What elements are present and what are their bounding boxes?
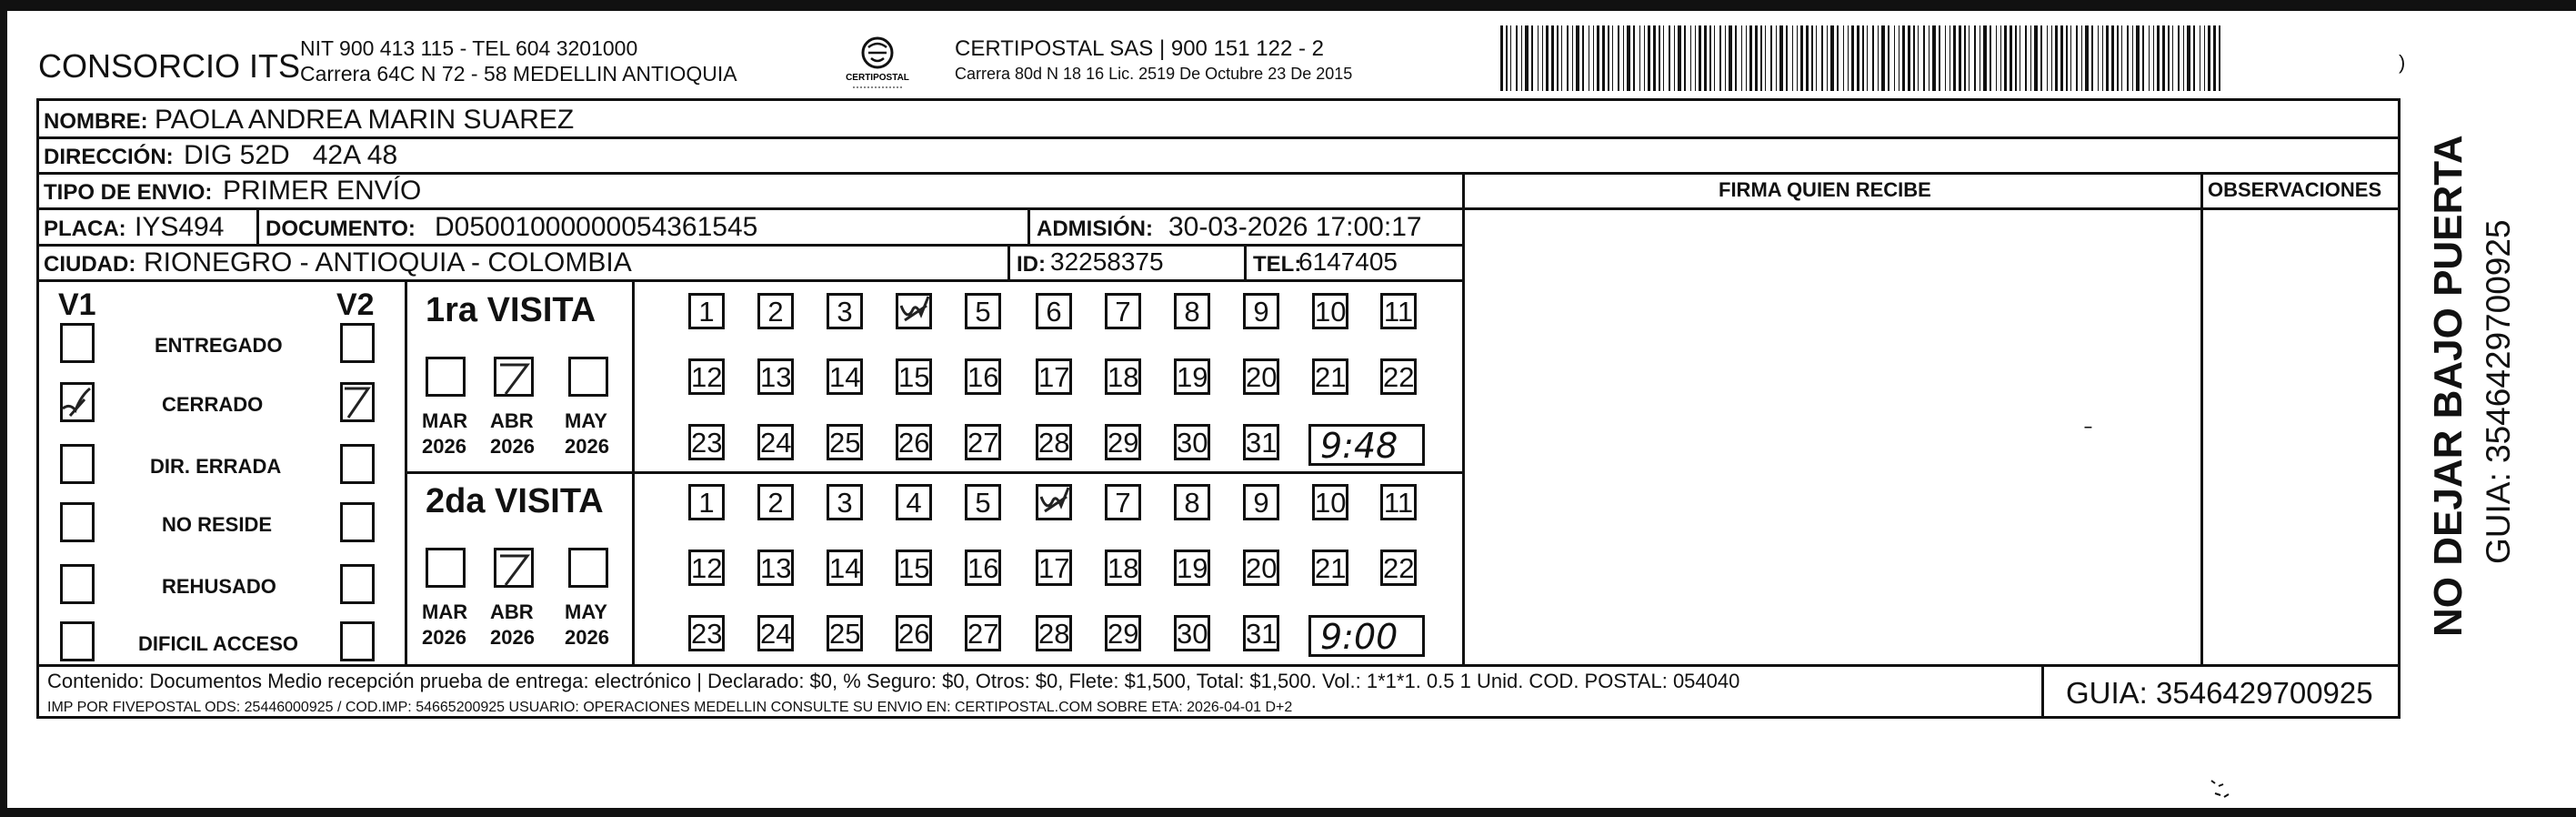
observaciones-header: OBSERVACIONES [2208, 178, 2382, 201]
month-checkbox-abr[interactable] [494, 548, 534, 588]
col-line [2041, 664, 2044, 719]
day-box-25[interactable]: 25 [827, 424, 863, 460]
month-label: MAR [422, 600, 468, 623]
day-box-16[interactable]: 16 [965, 550, 1001, 586]
tipo-envio-label: TIPO DE ENVIO: [44, 180, 213, 205]
day-box-17[interactable]: 17 [1036, 358, 1072, 395]
day-box-13[interactable]: 13 [757, 358, 794, 395]
first-visit-title: 1ra VISITA [426, 291, 596, 329]
month-label: MAR [422, 409, 468, 432]
status-option-label: NO RESIDE [162, 513, 273, 536]
documento-label: DOCUMENTO: [266, 217, 416, 241]
footer-contenido: Contenido: Documentos Medio recepción prueba de entrega: electrónico | Declarado: $0, % Seguro: $0, Otros: $0, Flete: $1,500, Total: $1,500. Vol.: 1*1*1. 0.5 1 Unid. COD. POSTAL: 054040 [47, 670, 1740, 692]
v2-checkbox[interactable] [340, 382, 375, 422]
documento-value: D05001000000054361545 [435, 212, 758, 242]
placa-label: PLACA: [44, 217, 126, 241]
day-box-10[interactable]: 10 [1312, 484, 1348, 520]
day-box-9[interactable]: 9 [1243, 484, 1279, 520]
check-mark-icon [57, 383, 94, 423]
id-label: ID: [1017, 252, 1046, 277]
month-checkbox-abr[interactable] [494, 357, 534, 397]
tipo-envio-value: PRIMER ENVÍO [223, 176, 422, 206]
ciudad-value: RIONEGRO - ANTIOQUIA - COLOMBIA [144, 247, 632, 277]
day-box-15[interactable]: 15 [896, 550, 932, 586]
day-box-2[interactable]: 2 [757, 484, 794, 520]
day-box-18[interactable]: 18 [1105, 550, 1141, 586]
svg-text:NO DEJAR BAJO PUERTA: NO DEJAR BAJO PUERTA [2426, 135, 2471, 637]
scan-mark: ) [2399, 51, 2406, 74]
status-option-label: ENTREGADO [155, 334, 283, 357]
day-box-25[interactable]: 25 [827, 615, 863, 651]
day-box-11[interactable]: 11 [1380, 484, 1417, 520]
day-box-27[interactable]: 27 [965, 615, 1001, 651]
v1-checkbox[interactable] [60, 444, 95, 484]
direccion-label: DIRECCIÓN: [44, 145, 174, 169]
day-box-16[interactable]: 16 [965, 358, 1001, 395]
second-visit-title: 2da VISITA [426, 482, 604, 520]
footer-guia: GUIA: 3546429700925 [2066, 676, 2373, 710]
day-box-5[interactable]: 5 [965, 484, 1001, 520]
svg-text:GUIA: 3546429700925: GUIA: 3546429700925 [2480, 219, 2517, 564]
v2-checkbox[interactable] [340, 444, 375, 484]
day-box-31[interactable]: 31 [1243, 424, 1279, 460]
sender-address: Carrera 64C N 72 - 58 MEDELLIN ANTIOQUIA [300, 62, 737, 86]
day-box-2[interactable]: 2 [757, 293, 794, 329]
day-box-8[interactable]: 8 [1174, 293, 1210, 329]
month-checkbox-mar[interactable] [426, 548, 466, 588]
day-box-26[interactable]: 26 [896, 615, 932, 651]
day-box-28[interactable]: 28 [1036, 424, 1072, 460]
id-value: 32258375 [1050, 247, 1164, 276]
col-line [632, 279, 635, 666]
v1-checkbox[interactable] [60, 564, 95, 604]
svg-text:CERTIPOSTAL: CERTIPOSTAL [846, 73, 909, 83]
year-label: 2026 [422, 435, 466, 458]
v1-header: V1 [58, 287, 96, 322]
check-mark-icon [493, 356, 535, 398]
day-box-4[interactable]: 4 [896, 484, 932, 520]
handwritten-time: 9:48 [1320, 426, 1398, 466]
handwritten-time: 9:00 [1320, 617, 1398, 657]
col-line [1462, 172, 1465, 666]
day-box-6[interactable] [1036, 484, 1072, 520]
day-box-27[interactable]: 27 [965, 424, 1001, 460]
day-box-29[interactable]: 29 [1105, 615, 1141, 651]
day-box-13[interactable]: 13 [757, 550, 794, 586]
year-label: 2026 [565, 435, 609, 458]
ciudad-label: CIUDAD: [44, 252, 136, 277]
row-line [407, 471, 1462, 474]
v1-checkbox[interactable] [60, 323, 95, 363]
row-line [36, 207, 2401, 210]
v2-checkbox[interactable] [340, 502, 375, 542]
day-box-3[interactable]: 3 [827, 484, 863, 520]
col-line [256, 207, 259, 246]
col-line [2200, 172, 2203, 666]
year-label: 2026 [490, 626, 535, 649]
day-box-19[interactable]: 19 [1174, 550, 1210, 586]
col-line [1007, 244, 1010, 282]
v2-checkbox[interactable] [340, 323, 375, 363]
time-box[interactable] [1308, 424, 1425, 466]
year-label: 2026 [490, 435, 535, 458]
check-mark-icon [339, 381, 376, 421]
day-box-23[interactable]: 23 [688, 615, 725, 651]
year-label: 2026 [422, 626, 466, 649]
scribble-mark-icon [896, 293, 932, 329]
v1-checkbox[interactable] [60, 502, 95, 542]
v2-checkbox[interactable] [340, 564, 375, 604]
status-option-label: REHUSADO [162, 575, 276, 598]
day-box-14[interactable]: 14 [827, 550, 863, 586]
dash-mark: – [2084, 419, 2092, 435]
nombre-label: NOMBRE: [44, 109, 148, 134]
row-line [36, 136, 2401, 139]
day-box-20[interactable]: 20 [1243, 358, 1279, 395]
day-box-11[interactable]: 11 [1380, 293, 1417, 329]
side-warning [2414, 109, 2573, 637]
day-box-3[interactable]: 3 [827, 293, 863, 329]
day-box-19[interactable]: 19 [1174, 358, 1210, 395]
day-box-12[interactable]: 12 [688, 550, 725, 586]
day-box-30[interactable]: 30 [1174, 615, 1210, 651]
day-box-30[interactable]: 30 [1174, 424, 1210, 460]
time-box[interactable] [1308, 615, 1425, 657]
day-box-24[interactable]: 24 [757, 424, 794, 460]
admision-label: ADMISIÓN: [1037, 217, 1153, 241]
day-box-9[interactable]: 9 [1243, 293, 1279, 329]
certipostal-logo [837, 35, 918, 91]
scan-speck [2208, 775, 2235, 802]
day-box-22[interactable]: 22 [1380, 550, 1417, 586]
col-line [1027, 207, 1030, 246]
scribble-mark-icon [1036, 484, 1072, 520]
v2-header: V2 [336, 287, 375, 322]
col-line [405, 279, 407, 666]
day-box-17[interactable]: 17 [1036, 550, 1072, 586]
day-box-21[interactable]: 21 [1312, 550, 1348, 586]
nombre-value: PAOLA ANDREA MARIN SUAREZ [155, 105, 575, 135]
day-box-21[interactable]: 21 [1312, 358, 1348, 395]
tel-value: 6147405 [1298, 247, 1398, 276]
v1-checkbox[interactable] [60, 621, 95, 661]
sender-nit: NIT 900 413 115 - TEL 604 3201000 [300, 36, 638, 60]
sender-name: CONSORCIO ITS [38, 47, 301, 85]
month-checkbox-may[interactable] [568, 548, 608, 588]
month-label: ABR [490, 600, 534, 623]
left-border [0, 0, 7, 817]
courier-line2: Carrera 80d N 18 16 Lic. 2519 De Octubre 23 De 2015 [955, 65, 1353, 83]
day-box-20[interactable]: 20 [1243, 550, 1279, 586]
courier-line1: CERTIPOSTAL SAS | 900 151 122 - 2 [955, 36, 1324, 61]
tel-label: TEL: [1253, 252, 1302, 277]
v2-checkbox[interactable] [340, 621, 375, 661]
year-label: 2026 [565, 626, 609, 649]
day-box-1[interactable]: 1 [688, 293, 725, 329]
row-line [36, 664, 2401, 667]
row-line [36, 244, 1462, 247]
firma-header: FIRMA QUIEN RECIBE [1719, 178, 1931, 201]
day-box-29[interactable]: 29 [1105, 424, 1141, 460]
day-box-5[interactable]: 5 [965, 293, 1001, 329]
barcode [1500, 25, 2228, 91]
bottom-border [0, 808, 2576, 817]
day-box-18[interactable]: 18 [1105, 358, 1141, 395]
day-box-1[interactable]: 1 [688, 484, 725, 520]
day-box-14[interactable]: 14 [827, 358, 863, 395]
day-box-12[interactable]: 12 [688, 358, 725, 395]
day-box-15[interactable]: 15 [896, 358, 932, 395]
top-border [0, 0, 2576, 11]
v1-checkbox[interactable] [60, 382, 95, 422]
month-checkbox-mar[interactable] [426, 357, 466, 397]
month-checkbox-may[interactable] [568, 357, 608, 397]
day-box-23[interactable]: 23 [688, 424, 725, 460]
status-option-label: DIR. ERRADA [150, 455, 282, 478]
admision-value: 30-03-2026 17:00:17 [1168, 212, 1422, 242]
day-box-8[interactable]: 8 [1174, 484, 1210, 520]
day-box-22[interactable]: 22 [1380, 358, 1417, 395]
status-option-label: CERRADO [162, 393, 264, 416]
direccion-value: DIG 52D 42A 48 [184, 140, 398, 170]
col-line [1244, 244, 1247, 282]
day-box-28[interactable]: 28 [1036, 615, 1072, 651]
day-box-10[interactable]: 10 [1312, 293, 1348, 329]
row-line [36, 172, 2401, 175]
day-box-26[interactable]: 26 [896, 424, 932, 460]
footer-imp: IMP POR FIVEPOSTAL ODS: 25446000925 / COD.IMP: 54665200925 USUARIO: OPERACIONES MEDELLIN CONSULTE SU ENVIO EN: CERTIPOSTAL.COM SOBRE ETA: 2026-04-01 D+2 [47, 700, 1293, 715]
month-label: MAY [565, 409, 607, 432]
status-option-label: DIFICIL ACCESO [138, 632, 299, 655]
month-label: MAY [565, 600, 607, 623]
placa-value: IYS494 [135, 212, 225, 242]
day-box-6[interactable]: 6 [1036, 293, 1072, 329]
month-label: ABR [490, 409, 534, 432]
day-box-7[interactable]: 7 [1105, 293, 1141, 329]
row-line [36, 279, 1462, 282]
day-box-31[interactable]: 31 [1243, 615, 1279, 651]
day-box-7[interactable]: 7 [1105, 484, 1141, 520]
check-mark-icon [493, 547, 535, 589]
day-box-24[interactable]: 24 [757, 615, 794, 651]
day-box-4[interactable] [896, 293, 932, 329]
